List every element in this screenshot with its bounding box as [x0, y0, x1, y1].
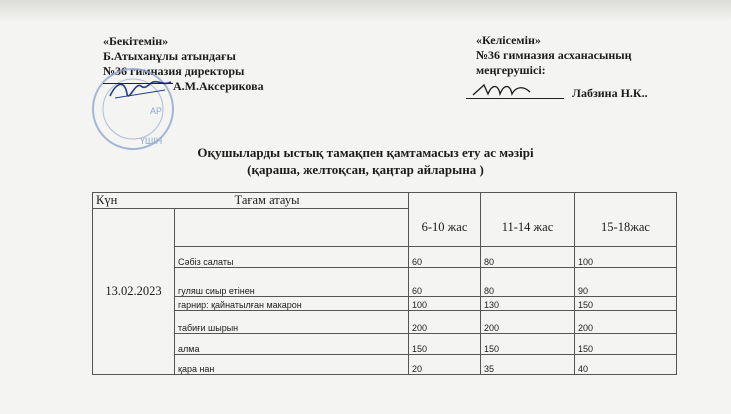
portion-11-14: 150 [481, 334, 575, 355]
table-row [93, 355, 677, 375]
dish-name: гарнир: қайнатылған макарон [175, 297, 409, 311]
date-cell: 13.02.2023 [93, 209, 175, 375]
portion-11-14: 80 [481, 247, 575, 268]
header-dish: Тағам атауы [175, 193, 409, 209]
approval-line2: №36 гимназия директоры [103, 64, 245, 78]
portion-11-14: 200 [481, 311, 575, 334]
agreement-heading: «Келісемін» [476, 33, 541, 47]
stamp-text: ҮШІН [140, 136, 163, 146]
portion-15-18: 100 [575, 247, 677, 268]
manager-signature [470, 80, 560, 100]
menu-title-line1: Оқушыларды ыстық тамақпен қамтамасыз ету ас мәзірі [197, 145, 534, 160]
table-row [93, 247, 677, 268]
portion-15-18: 150 [575, 334, 677, 355]
agreement-line2: меңгерушісі: [476, 63, 546, 77]
director-signature-line [103, 83, 173, 84]
portion-6-10: 150 [409, 334, 481, 355]
portion-6-10: 60 [409, 247, 481, 268]
table-row [93, 268, 677, 297]
age-row [93, 209, 677, 247]
table-row [93, 297, 677, 311]
dish-name: гуляш сиыр етінен [175, 268, 409, 297]
header-blank [575, 193, 677, 209]
age-6-10: 6-10 жас [409, 209, 481, 247]
table-header-row [93, 193, 677, 209]
age-15-18: 15-18жас [575, 209, 677, 247]
menu-table [92, 192, 677, 375]
portion-15-18: 40 [575, 355, 677, 375]
table-row [93, 334, 677, 355]
menu-title [0, 144, 731, 178]
header-blank [481, 193, 575, 209]
approval-line1: Б.Атыханұлы атындағы [103, 49, 236, 63]
age-11-14: 11-14 жас [481, 209, 575, 247]
portion-15-18: 90 [575, 268, 677, 297]
table-row [93, 311, 677, 334]
header-day: Күн [93, 193, 175, 209]
portion-11-14: 80 [481, 268, 575, 297]
portion-15-18: 150 [575, 297, 677, 311]
top-shadow [0, 0, 731, 22]
menu-title-line2: (қараша, желтоқсан, қаңтар айларына ) [247, 162, 484, 177]
svg-text:АР: АР [150, 106, 163, 116]
portion-6-10: 100 [409, 297, 481, 311]
portion-6-10: 20 [409, 355, 481, 375]
age-row-dish-blank [175, 209, 409, 247]
dish-name: алма [175, 334, 409, 355]
portion-6-10: 60 [409, 268, 481, 297]
portion-11-14: 130 [481, 297, 575, 311]
portion-11-14: 35 [481, 355, 575, 375]
agreement-name: Лабзина Н.К.. [572, 86, 648, 100]
dish-name: Сәбіз салаты [175, 247, 409, 268]
agreement-line1: №36 гимназия асханасының [476, 48, 632, 62]
approval-name: А.М.Аксерикова [173, 79, 264, 93]
dish-name: табиғи шырын [175, 311, 409, 334]
dish-name: қара нан [175, 355, 409, 375]
director-signature [105, 76, 175, 106]
header-blank [409, 193, 481, 209]
manager-signature-line [466, 98, 564, 99]
approval-heading: «Бекітемін» [103, 34, 169, 48]
portion-6-10: 200 [409, 311, 481, 334]
portion-15-18: 200 [575, 311, 677, 334]
